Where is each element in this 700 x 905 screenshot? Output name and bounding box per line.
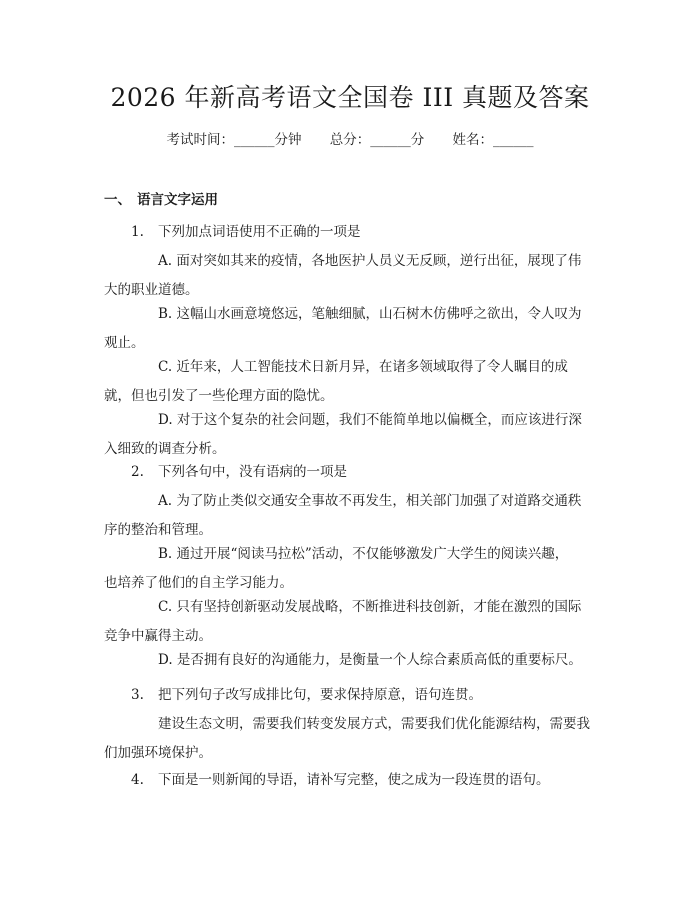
question-stem: 把下列句子改写成排比句，要求保持原意，语句连贯。 xyxy=(158,687,482,703)
question-number: 2. xyxy=(131,464,144,480)
option-text: C. 近年来，人工智能技术日新月异，在诸多领域取得了令人瞩目的成 xyxy=(158,359,568,375)
question-4 xyxy=(131,768,550,792)
q1-option-b xyxy=(104,300,604,358)
option-text-cont: 观止。 xyxy=(104,335,145,351)
question-1 xyxy=(131,220,361,244)
question-number: 1. xyxy=(131,224,144,240)
exam-time-field: 考试时间：______分钟 xyxy=(166,132,302,148)
question-stem: 下列各句中，没有语病的一项是 xyxy=(158,464,347,480)
option-text-cont: 就，但也引发了一些伦理方面的隐忧。 xyxy=(104,388,334,404)
q3-material xyxy=(104,710,604,768)
q1-option-d xyxy=(104,406,604,464)
question-2 xyxy=(131,460,347,484)
question-number: 4. xyxy=(131,772,144,788)
section-heading xyxy=(104,188,218,212)
question-stem: 下列加点词语使用不正确的一项是 xyxy=(158,224,361,240)
option-text-cont: 也培养了他们的自主学习能力。 xyxy=(104,575,293,591)
q2-option-c xyxy=(104,593,604,651)
q2-option-a xyxy=(104,487,604,545)
q1-option-a xyxy=(104,247,604,305)
option-text: D. 对于这个复杂的社会问题，我们不能简单地以偏概全，而应该进行深 xyxy=(158,412,582,428)
option-text-cont: 大的职业道德。 xyxy=(104,282,199,298)
option-text-cont: 入细致的调查分析。 xyxy=(104,441,226,457)
section-number: 一、 xyxy=(104,192,131,208)
question-stem: 下面是一则新闻的导语，请补写完整，使之成为一段连贯的语句。 xyxy=(158,772,550,788)
total-score-field: 总分：______分 xyxy=(329,132,425,148)
option-text: A. 面对突如其来的疫情，各地医护人员义无反顾，逆行出征，展现了伟 xyxy=(158,253,582,269)
material-text: 建设生态文明，需要我们转变发展方式，需要我们优化能源结构，需要我 xyxy=(158,716,590,732)
option-text: B. 通过开展“阅读马拉松”活动，不仅能够激发广大学生的阅读兴趣， xyxy=(158,546,569,562)
option-text-cont: 序的整治和管理。 xyxy=(104,522,212,538)
q2-option-b xyxy=(104,540,604,598)
student-name-field: 姓名：______ xyxy=(452,132,534,148)
option-text: A. 为了防止类似交通安全事故不再发生，相关部门加强了对道路交通秩 xyxy=(158,493,582,509)
q1-option-c xyxy=(104,353,604,411)
question-number: 3. xyxy=(131,687,144,703)
option-text-cont: 竞争中赢得主动。 xyxy=(104,628,212,644)
q2-option-d xyxy=(104,646,604,675)
option-text: D. 是否拥有良好的沟通能力，是衡量一个人综合素质高低的重要标尺。 xyxy=(158,652,582,668)
exam-info-line xyxy=(0,128,700,152)
question-3 xyxy=(131,683,482,707)
section-title: 语言文字运用 xyxy=(137,192,218,208)
material-text-cont: 们加强环境保护。 xyxy=(104,745,212,761)
option-text: C. 只有坚持创新驱动发展战略，不断推进科技创新，才能在激烈的国际 xyxy=(158,599,582,615)
page-title: 2026 年新高考语文全国卷 III 真题及答案 xyxy=(110,83,590,112)
option-text: B. 这幅山水画意境悠远，笔触细腻，山石树木仿佛呼之欲出，令人叹为 xyxy=(158,306,582,322)
